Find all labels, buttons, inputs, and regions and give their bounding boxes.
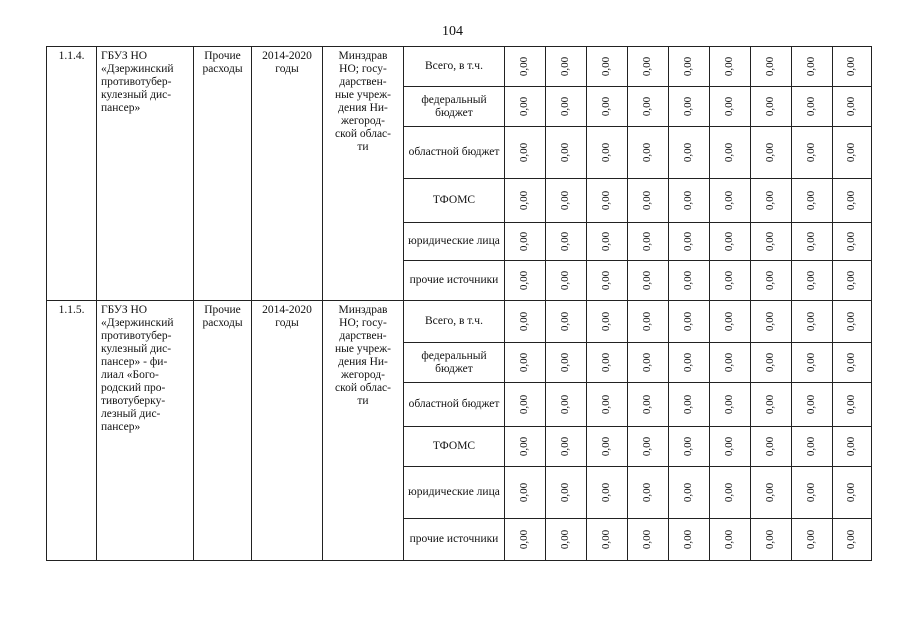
amount-value: 0,00 xyxy=(845,190,858,211)
amount-value: 0,00 xyxy=(641,436,654,457)
amount-value: 0,00 xyxy=(805,56,818,77)
amount-cell xyxy=(710,427,751,467)
amount-value: 0,00 xyxy=(805,482,818,503)
executor-line: НО; госу- xyxy=(339,317,387,329)
amount-cell xyxy=(669,301,710,343)
amount-cell xyxy=(710,261,751,301)
period-line: 2014-2020 xyxy=(262,50,312,62)
organization-name-line: лезный дис- xyxy=(101,408,161,420)
executor-line: жегород- xyxy=(341,115,385,127)
amount-cell xyxy=(669,383,710,427)
amount-value: 0,00 xyxy=(805,142,818,163)
executor-line: дения Ни- xyxy=(338,356,388,368)
amount-value: 0,00 xyxy=(764,270,777,291)
amount-cell xyxy=(546,301,587,343)
amount-value: 0,00 xyxy=(723,529,736,550)
item-number: 1.1.4. xyxy=(47,47,97,301)
amount-value: 0,00 xyxy=(600,190,613,211)
organization-name-line: «Дзержинский xyxy=(101,63,174,75)
amount-cell xyxy=(669,127,710,179)
amount-value: 0,00 xyxy=(764,482,777,503)
amount-cell xyxy=(710,467,751,519)
amount-cell xyxy=(546,47,587,87)
amount-cell xyxy=(628,467,669,519)
amount-cell xyxy=(546,427,587,467)
amount-value: 0,00 xyxy=(641,142,654,163)
amount-value: 0,00 xyxy=(682,231,695,252)
amount-value: 0,00 xyxy=(723,270,736,291)
funding-source: Всего, в т.ч. xyxy=(404,47,505,87)
expense-category-line: расходы xyxy=(202,317,243,329)
funding-source: Всего, в т.ч. xyxy=(404,301,505,343)
amount-cell xyxy=(833,519,872,561)
amount-value: 0,00 xyxy=(518,394,531,415)
amount-cell xyxy=(751,467,792,519)
amount-cell xyxy=(546,343,587,383)
amount-value: 0,00 xyxy=(805,436,818,457)
amount-value: 0,00 xyxy=(559,270,572,291)
amount-cell xyxy=(710,87,751,127)
amount-cell xyxy=(833,223,872,261)
amount-value: 0,00 xyxy=(518,190,531,211)
amount-cell xyxy=(710,127,751,179)
organization-name-line: противотубер- xyxy=(101,330,172,342)
amount-value: 0,00 xyxy=(723,96,736,117)
expense-category xyxy=(194,47,252,301)
amount-value: 0,00 xyxy=(518,482,531,503)
amount-cell xyxy=(587,87,628,127)
amount-value: 0,00 xyxy=(723,352,736,373)
amount-value: 0,00 xyxy=(682,56,695,77)
amount-value: 0,00 xyxy=(845,394,858,415)
amount-cell xyxy=(505,467,546,519)
amount-value: 0,00 xyxy=(518,352,531,373)
amount-cell xyxy=(751,519,792,561)
amount-value: 0,00 xyxy=(559,96,572,117)
amount-value: 0,00 xyxy=(805,529,818,550)
amount-value: 0,00 xyxy=(845,482,858,503)
amount-value: 0,00 xyxy=(641,394,654,415)
executor xyxy=(323,301,404,561)
amount-value: 0,00 xyxy=(559,311,572,332)
amount-value: 0,00 xyxy=(845,56,858,77)
amount-value: 0,00 xyxy=(559,352,572,373)
amount-value: 0,00 xyxy=(682,270,695,291)
executor-line: дарствен- xyxy=(339,76,387,88)
amount-value: 0,00 xyxy=(600,482,613,503)
executor-line: НО; госу- xyxy=(339,63,387,75)
amount-cell xyxy=(587,47,628,87)
amount-cell xyxy=(587,427,628,467)
amount-cell xyxy=(751,47,792,87)
amount-cell xyxy=(505,427,546,467)
amount-cell xyxy=(546,127,587,179)
amount-value: 0,00 xyxy=(641,529,654,550)
amount-cell xyxy=(751,343,792,383)
funding-source: прочие источники xyxy=(404,519,505,561)
organization-name-line: пансер» - фи- xyxy=(101,356,168,368)
amount-cell xyxy=(669,179,710,223)
table-row xyxy=(47,47,872,87)
amount-cell xyxy=(505,261,546,301)
amount-value: 0,00 xyxy=(641,190,654,211)
executor xyxy=(323,47,404,301)
amount-cell xyxy=(751,127,792,179)
organization-name-line: ГБУЗ НО xyxy=(101,304,148,316)
amount-value: 0,00 xyxy=(559,142,572,163)
amount-value: 0,00 xyxy=(723,436,736,457)
item-number: 1.1.5. xyxy=(47,301,97,561)
amount-cell xyxy=(792,127,833,179)
amount-cell xyxy=(628,223,669,261)
amount-cell xyxy=(833,301,872,343)
period xyxy=(252,47,323,301)
amount-value: 0,00 xyxy=(600,529,613,550)
amount-cell xyxy=(587,301,628,343)
executor-line: Минздрав xyxy=(338,304,388,316)
amount-cell xyxy=(710,223,751,261)
executor-line: Минздрав xyxy=(338,50,388,62)
executor-line: ти xyxy=(357,141,369,153)
amount-cell xyxy=(669,223,710,261)
amount-value: 0,00 xyxy=(764,436,777,457)
amount-cell xyxy=(546,223,587,261)
page-number: 104 xyxy=(442,24,463,39)
executor-line: ные учреж- xyxy=(334,343,392,355)
amount-value: 0,00 xyxy=(600,231,613,252)
amount-value: 0,00 xyxy=(600,56,613,77)
amount-value: 0,00 xyxy=(764,352,777,373)
organization-name-line: ГБУЗ НО xyxy=(101,50,148,62)
amount-value: 0,00 xyxy=(805,231,818,252)
amount-cell xyxy=(751,427,792,467)
amount-value: 0,00 xyxy=(682,394,695,415)
amount-value: 0,00 xyxy=(845,352,858,373)
amount-value: 0,00 xyxy=(518,436,531,457)
amount-value: 0,00 xyxy=(845,142,858,163)
amount-cell xyxy=(792,301,833,343)
amount-cell xyxy=(505,223,546,261)
amount-cell xyxy=(833,383,872,427)
amount-value: 0,00 xyxy=(845,231,858,252)
funding-source: ТФОМС xyxy=(404,427,505,467)
amount-cell xyxy=(833,87,872,127)
amount-cell xyxy=(792,87,833,127)
executor-line: ные учреж- xyxy=(334,89,392,101)
amount-cell xyxy=(792,261,833,301)
amount-value: 0,00 xyxy=(845,270,858,291)
amount-value: 0,00 xyxy=(845,436,858,457)
amount-cell xyxy=(505,383,546,427)
organization-name-line: пансер» xyxy=(101,102,141,114)
amount-cell xyxy=(628,301,669,343)
amount-value: 0,00 xyxy=(600,311,613,332)
amount-value: 0,00 xyxy=(845,96,858,117)
amount-cell xyxy=(505,47,546,87)
amount-value: 0,00 xyxy=(518,270,531,291)
amount-cell xyxy=(792,223,833,261)
amount-value: 0,00 xyxy=(723,394,736,415)
amount-cell xyxy=(587,343,628,383)
amount-value: 0,00 xyxy=(682,352,695,373)
amount-cell xyxy=(833,343,872,383)
amount-cell xyxy=(628,519,669,561)
amount-value: 0,00 xyxy=(559,56,572,77)
amount-value: 0,00 xyxy=(723,231,736,252)
amount-value: 0,00 xyxy=(805,190,818,211)
amount-value: 0,00 xyxy=(723,311,736,332)
amount-cell xyxy=(628,343,669,383)
organization-name-line: родский про- xyxy=(101,382,166,394)
expense-category-line: Прочие xyxy=(204,304,241,316)
executor-line: дения Ни- xyxy=(338,102,388,114)
amount-cell xyxy=(628,87,669,127)
executor-line: дарствен- xyxy=(339,330,387,342)
amount-cell xyxy=(505,519,546,561)
amount-cell xyxy=(710,343,751,383)
amount-value: 0,00 xyxy=(764,394,777,415)
amount-cell xyxy=(587,519,628,561)
amount-value: 0,00 xyxy=(641,352,654,373)
organization-name xyxy=(97,301,194,561)
amount-cell xyxy=(833,179,872,223)
amount-value: 0,00 xyxy=(559,190,572,211)
organization-name-line: противотубер- xyxy=(101,76,172,88)
expense-category-line: расходы xyxy=(202,63,243,75)
amount-value: 0,00 xyxy=(518,231,531,252)
amount-cell xyxy=(833,261,872,301)
amount-value: 0,00 xyxy=(805,311,818,332)
amount-value: 0,00 xyxy=(764,231,777,252)
amount-cell xyxy=(792,427,833,467)
organization-name-line: пансер» xyxy=(101,421,141,433)
amount-cell xyxy=(710,179,751,223)
amount-cell xyxy=(833,427,872,467)
amount-cell xyxy=(751,87,792,127)
funding-source: юридические лица xyxy=(404,467,505,519)
amount-cell xyxy=(669,87,710,127)
amount-value: 0,00 xyxy=(559,529,572,550)
amount-cell xyxy=(669,47,710,87)
period-line: годы xyxy=(275,317,299,329)
amount-cell xyxy=(751,179,792,223)
organization-name-line: кулезный дис- xyxy=(101,89,172,101)
amount-cell xyxy=(833,467,872,519)
organization-name-line: тивотуберку- xyxy=(101,395,166,407)
amount-value: 0,00 xyxy=(559,394,572,415)
amount-value: 0,00 xyxy=(518,142,531,163)
organization-name-line: «Дзержинский xyxy=(101,317,174,329)
funding-source: прочие источники xyxy=(404,261,505,301)
amount-value: 0,00 xyxy=(641,270,654,291)
funding-source: юридические лица xyxy=(404,223,505,261)
amount-value: 0,00 xyxy=(559,482,572,503)
amount-cell xyxy=(587,383,628,427)
amount-value: 0,00 xyxy=(764,311,777,332)
amount-value: 0,00 xyxy=(723,482,736,503)
amount-cell xyxy=(669,519,710,561)
amount-value: 0,00 xyxy=(518,56,531,77)
amount-value: 0,00 xyxy=(723,190,736,211)
amount-cell xyxy=(792,467,833,519)
amount-cell xyxy=(546,261,587,301)
amount-cell xyxy=(546,519,587,561)
amount-cell xyxy=(628,383,669,427)
executor-line: ской облас- xyxy=(335,382,391,394)
amount-cell xyxy=(587,261,628,301)
amount-value: 0,00 xyxy=(518,311,531,332)
amount-value: 0,00 xyxy=(682,311,695,332)
period-line: годы xyxy=(275,63,299,75)
amount-cell xyxy=(669,343,710,383)
amount-value: 0,00 xyxy=(641,56,654,77)
amount-cell xyxy=(546,383,587,427)
budget-table xyxy=(46,46,872,561)
amount-cell xyxy=(587,179,628,223)
amount-cell xyxy=(505,179,546,223)
amount-value: 0,00 xyxy=(764,56,777,77)
funding-source: областной бюджет xyxy=(404,127,505,179)
amount-cell xyxy=(669,427,710,467)
amount-cell xyxy=(710,47,751,87)
amount-value: 0,00 xyxy=(682,142,695,163)
executor-line: ти xyxy=(357,395,369,407)
amount-value: 0,00 xyxy=(600,352,613,373)
amount-value: 0,00 xyxy=(682,436,695,457)
executor-line: жегород- xyxy=(341,369,385,381)
amount-value: 0,00 xyxy=(682,96,695,117)
amount-value: 0,00 xyxy=(641,482,654,503)
period xyxy=(252,301,323,561)
amount-cell xyxy=(792,519,833,561)
amount-cell xyxy=(505,127,546,179)
amount-value: 0,00 xyxy=(805,394,818,415)
amount-cell xyxy=(587,223,628,261)
amount-cell xyxy=(751,383,792,427)
amount-cell xyxy=(710,383,751,427)
funding-source: ТФОМС xyxy=(404,179,505,223)
period-line: 2014-2020 xyxy=(262,304,312,316)
amount-cell xyxy=(710,301,751,343)
amount-cell xyxy=(587,127,628,179)
amount-cell xyxy=(710,519,751,561)
amount-cell xyxy=(792,179,833,223)
amount-cell xyxy=(751,223,792,261)
amount-cell xyxy=(792,343,833,383)
amount-value: 0,00 xyxy=(600,436,613,457)
funding-source: федеральный бюджет xyxy=(404,87,505,127)
amount-value: 0,00 xyxy=(805,270,818,291)
amount-value: 0,00 xyxy=(682,190,695,211)
amount-cell xyxy=(505,87,546,127)
amount-value: 0,00 xyxy=(764,190,777,211)
amount-value: 0,00 xyxy=(600,270,613,291)
amount-cell xyxy=(587,467,628,519)
amount-value: 0,00 xyxy=(845,311,858,332)
amount-cell xyxy=(751,301,792,343)
amount-value: 0,00 xyxy=(641,311,654,332)
funding-source: федеральный бюджет xyxy=(404,343,505,383)
amount-value: 0,00 xyxy=(600,394,613,415)
organization-name xyxy=(97,47,194,301)
amount-cell xyxy=(833,127,872,179)
amount-cell xyxy=(628,179,669,223)
amount-value: 0,00 xyxy=(723,142,736,163)
amount-cell xyxy=(628,127,669,179)
amount-value: 0,00 xyxy=(764,142,777,163)
amount-cell xyxy=(546,179,587,223)
amount-cell xyxy=(546,87,587,127)
amount-value: 0,00 xyxy=(845,529,858,550)
amount-value: 0,00 xyxy=(600,142,613,163)
amount-cell xyxy=(628,427,669,467)
amount-value: 0,00 xyxy=(518,529,531,550)
amount-cell xyxy=(628,261,669,301)
amount-value: 0,00 xyxy=(682,482,695,503)
amount-value: 0,00 xyxy=(641,231,654,252)
amount-value: 0,00 xyxy=(600,96,613,117)
amount-value: 0,00 xyxy=(518,96,531,117)
amount-value: 0,00 xyxy=(805,96,818,117)
amount-value: 0,00 xyxy=(641,96,654,117)
organization-name-line: кулезный дис- xyxy=(101,343,172,355)
amount-value: 0,00 xyxy=(764,529,777,550)
amount-cell xyxy=(792,47,833,87)
amount-cell xyxy=(669,467,710,519)
amount-cell xyxy=(546,467,587,519)
amount-value: 0,00 xyxy=(559,436,572,457)
executor-line: ской облас- xyxy=(335,128,391,140)
funding-source: областной бюджет xyxy=(404,383,505,427)
amount-value: 0,00 xyxy=(764,96,777,117)
table-row xyxy=(47,301,872,343)
expense-category xyxy=(194,301,252,561)
organization-name-line: лиал «Бого- xyxy=(101,369,159,381)
expense-category-line: Прочие xyxy=(204,50,241,62)
amount-cell xyxy=(751,261,792,301)
amount-cell xyxy=(628,47,669,87)
amount-value: 0,00 xyxy=(805,352,818,373)
amount-cell xyxy=(792,383,833,427)
amount-value: 0,00 xyxy=(559,231,572,252)
amount-cell xyxy=(505,343,546,383)
amount-cell xyxy=(505,301,546,343)
amount-value: 0,00 xyxy=(723,56,736,77)
amount-cell xyxy=(833,47,872,87)
amount-cell xyxy=(669,261,710,301)
amount-value: 0,00 xyxy=(682,529,695,550)
